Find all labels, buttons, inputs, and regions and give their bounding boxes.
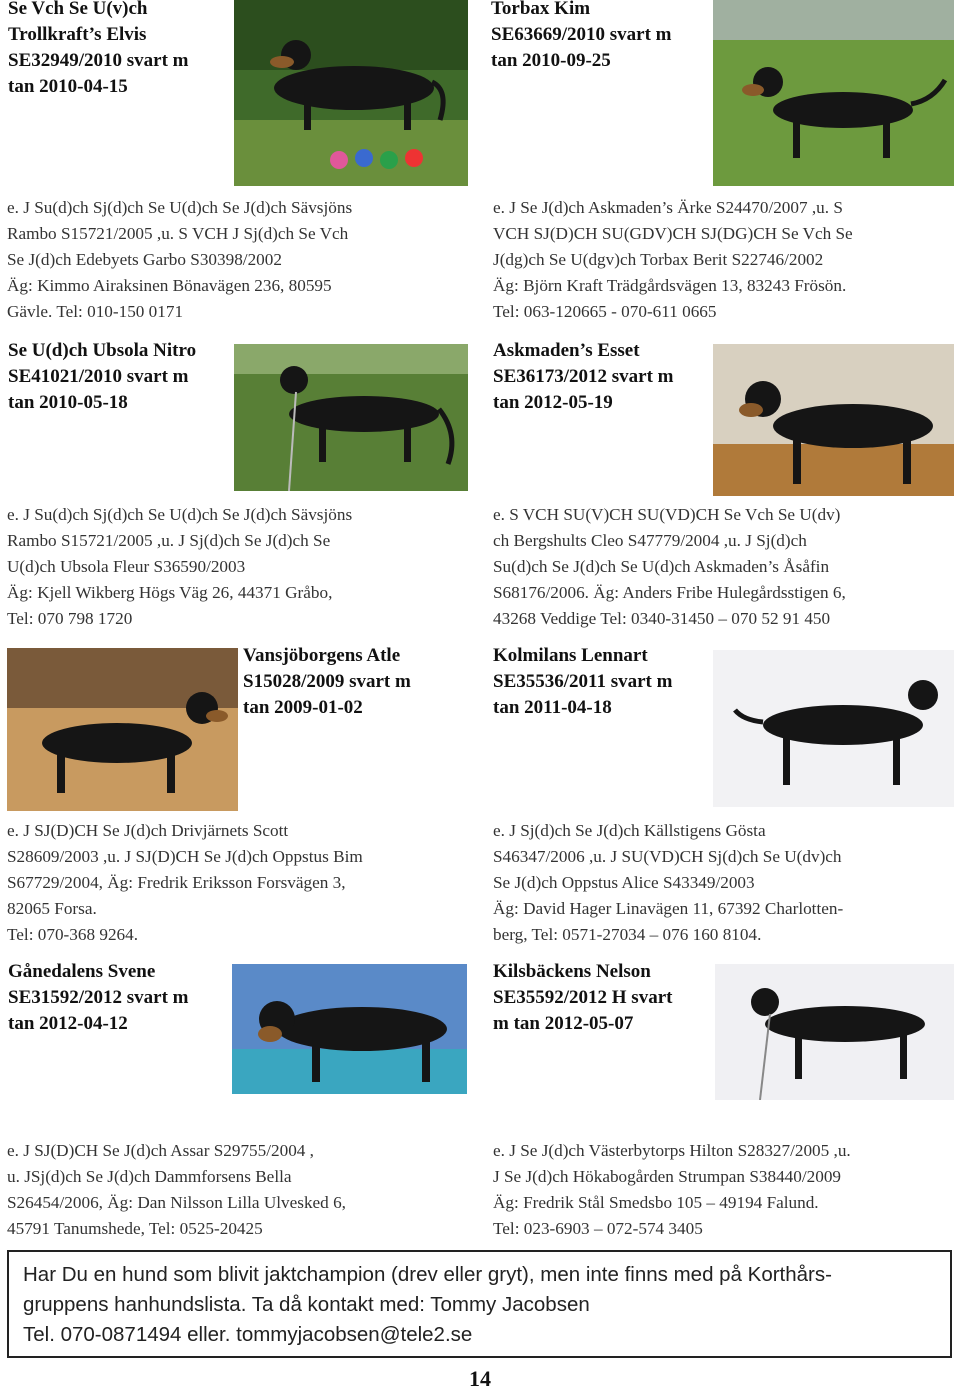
dog-3-description: e. J Su(d)ch Sj(d)ch Se U(d)ch Se J(d)ch Sävsjöns Rambo S15721/2005 ,u. J Sj(d)ch Se J(d)ch Se U(d)ch Ubsola Fleur S36590/2003 Äg: Kjell Wikberg Högs Väg 26, 44371 Gråbo, Tel: 070 798 1720 (7, 505, 353, 628)
dog-5-photo (7, 648, 238, 811)
dog-4-description: e. S VCH SU(V)CH SU(VD)CH Se Vch Se U(dv) ch Bergshults Cleo S47779/2004 ,u. J Sj(d)ch Su(d)ch Se J(d)ch Se U(d)ch Askmaden’s Åsåfin S68176/2006. Äg: Anders Fribe Hulegårdsstigen 6, 43268 Veddige Tel: 0340-31450 – 070 52 91 450 (493, 505, 846, 628)
dog-1-photo (234, 0, 468, 186)
page-number: 14 (469, 1366, 491, 1391)
dog-8-title: Kilsbäckens Nelson SE35592/2012 H svart m tan 2012-05-07 (493, 961, 673, 1034)
dog-6-photo (713, 650, 954, 807)
dog-3-photo (234, 344, 468, 491)
dog-8-description: e. J Se J(d)ch Västerbytorps Hilton S28327/2005 ,u. J Se J(d)ch Hökabogården Strumpan S38440/2009 Äg: Fredrik Stål Smedsbo 105 – 49194 Falund. Tel: 023-6903 – 072-574 3405 (493, 1141, 851, 1238)
contact-notice-box (7, 1250, 952, 1358)
dog-1-title: Se Vch Se U(v)ch Trollkraft’s Elvis SE32949/2010 svart m tan 2010-04-15 (8, 0, 189, 97)
notice-line: gruppens hanhundslista. Ta då kontakt med: Tommy Jacobsen (23, 1293, 590, 1316)
dog-4-photo (713, 344, 954, 496)
dog-2-description: e. J Se J(d)ch Askmaden’s Ärke S24470/2007 ,u. S VCH SJ(D)CH SU(GDV)CH SJ(DG)CH Se Vch Se J(dg)ch Se U(dgv)ch Torbax Berit S22746/2002 Äg: Björn Kraft Trädgårdsvägen 13, 83243 Frösön. Tel: 063-120665 - 070-611 0665 (493, 198, 853, 321)
dog-5-title: Vansjöborgens Atle S15028/2009 svart m tan 2009-01-02 (243, 645, 411, 718)
dog-5-description: e. J SJ(D)CH Se J(d)ch Drivjärnets Scott S28609/2003 ,u. J SJ(D)CH Se J(d)ch Oppstus Bim S67729/2004, Äg: Fredrik Eriksson Forsvägen 3, 82065 Forsa. Tel: 070-368 9264. (7, 821, 363, 944)
dog-7-photo (232, 964, 467, 1094)
dog-2-title: Torbax Kim SE63669/2010 svart m tan 2010-09-25 (491, 0, 672, 71)
notice-line: Har Du en hund som blivit jaktchampion (drev eller gryt), men inte finns med på Korthårs- (23, 1263, 832, 1286)
dog-1-description: e. J Su(d)ch Sj(d)ch Se U(d)ch Se J(d)ch Sävsjöns Rambo S15721/2005 ,u. S VCH J Sj(d)ch Se Vch Se J(d)ch Edebyets Garbo S30398/2002 Äg: Kimmo Airaksinen Bönavägen 236, 80595 Gävle. Tel: 010-150 0171 (7, 198, 353, 321)
notice-line: Tel. 070-0871494 eller. tommyjacobsen@tele2.se (23, 1323, 473, 1346)
dog-8-photo (715, 964, 954, 1100)
dog-7-title: Gånedalens Svene SE31592/2012 svart m tan 2012-04-12 (8, 961, 189, 1034)
dog-6-description: e. J Sj(d)ch Se J(d)ch Källstigens Gösta S46347/2006 ,u. J SU(VD)CH Sj(d)ch Se U(dv)ch Se J(d)ch Oppstus Alice S43349/2003 Äg: David Hager Linavägen 11, 67392 Charlotten- berg, Tel: 0571-27034 – 076 160 8104. (493, 821, 844, 944)
dog-4-title: Askmaden’s Esset SE36173/2012 svart m tan 2012-05-19 (493, 340, 674, 413)
dog-2-photo (713, 0, 954, 186)
dog-7-description: e. J SJ(D)CH Se J(d)ch Assar S29755/2004 , u. JSj(d)ch Se J(d)ch Dammforsens Bella S26454/2006, Äg: Dan Nilsson Lilla Ulvesked 6, 45791 Tanumshede, Tel: 0525-20425 (7, 1141, 346, 1238)
dog-6-title: Kolmilans Lennart SE35536/2011 svart m tan 2011-04-18 (493, 645, 673, 718)
dog-3-title: Se U(d)ch Ubsola Nitro SE41021/2010 svart m tan 2010-05-18 (8, 340, 197, 413)
